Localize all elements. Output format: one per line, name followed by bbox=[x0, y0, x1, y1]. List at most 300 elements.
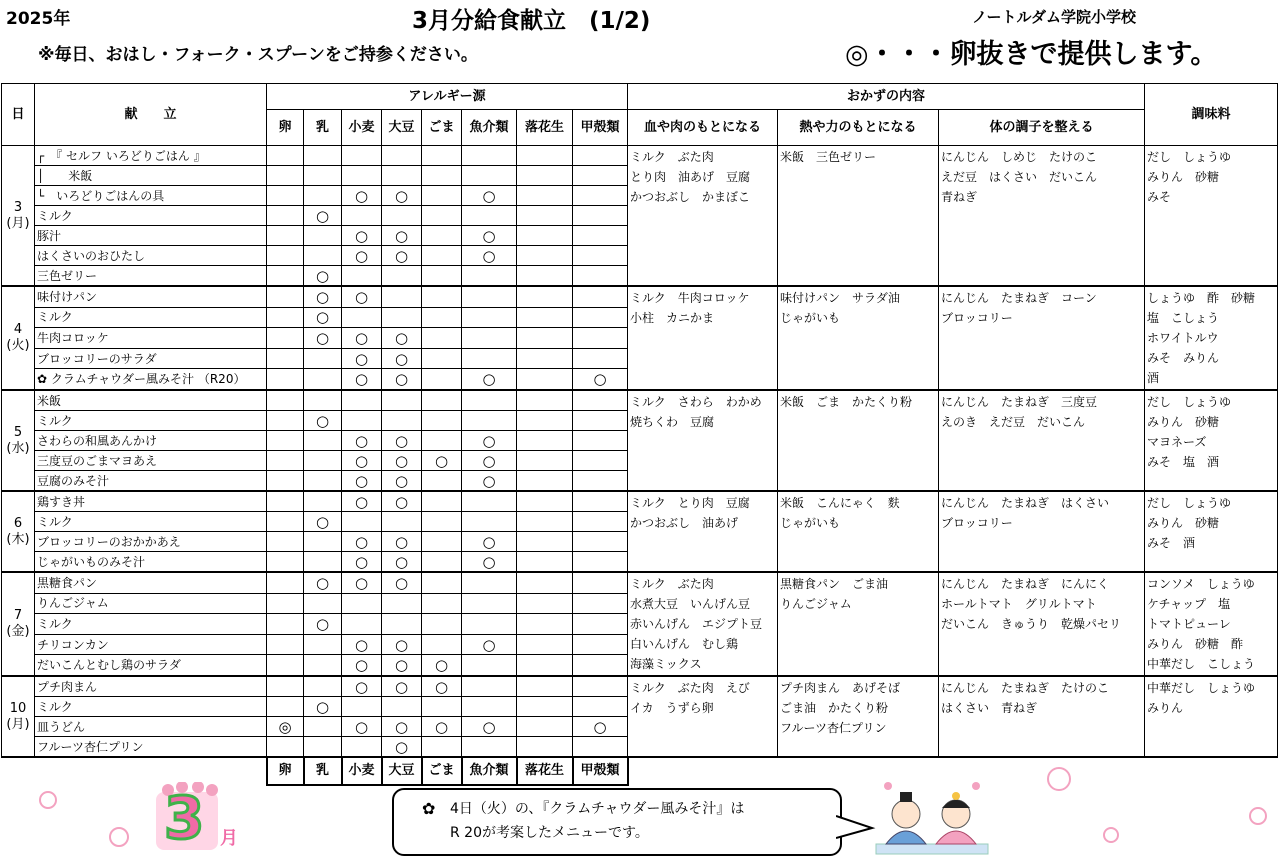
allergen-mark bbox=[573, 532, 628, 552]
content-line: えのき えだ豆 だいこん bbox=[941, 415, 1086, 429]
plum-flower-icon bbox=[38, 790, 58, 810]
content-energy-cell bbox=[778, 390, 939, 491]
allergen-mark bbox=[462, 286, 517, 307]
header-allergen: 乳 bbox=[304, 110, 342, 146]
dish-name: ┌ 『 セルフ いろどりごはん 』 bbox=[35, 146, 267, 166]
allergen-mark: ○ bbox=[342, 431, 382, 451]
allergen-mark bbox=[342, 593, 382, 614]
content-energy-cell bbox=[778, 676, 939, 757]
allergen-mark bbox=[573, 328, 628, 349]
allergen-mark bbox=[267, 572, 304, 593]
allergen-mark bbox=[267, 226, 304, 246]
footer-allergen: 魚介類 bbox=[462, 757, 517, 785]
allergen-mark bbox=[573, 348, 628, 369]
allergen-mark bbox=[382, 206, 422, 226]
content-line: 黒糖食パン ごま油 bbox=[780, 577, 889, 591]
content-line: 米飯 ごま かたくり粉 bbox=[780, 395, 913, 409]
allergen-mark: ○ bbox=[342, 226, 382, 246]
allergen-mark bbox=[462, 697, 517, 717]
allergen-mark: ○ bbox=[462, 717, 517, 737]
allergen-mark bbox=[517, 266, 573, 287]
allergen-mark bbox=[422, 348, 462, 369]
dish-name: ブロッコリーのサラダ bbox=[35, 348, 267, 369]
allergen-mark bbox=[422, 614, 462, 635]
footer-allergen: 卵 bbox=[267, 757, 304, 785]
allergen-mark bbox=[422, 431, 462, 451]
allergen-mark bbox=[462, 491, 517, 512]
allergen-mark bbox=[422, 166, 462, 186]
allergen-mark bbox=[573, 390, 628, 411]
seasoning-cell bbox=[1145, 676, 1278, 757]
dish-name: 皿うどん bbox=[35, 717, 267, 737]
allergen-mark bbox=[573, 634, 628, 655]
allergen-mark bbox=[267, 286, 304, 307]
content-line: じゃがいも bbox=[780, 516, 841, 530]
allergen-mark bbox=[422, 146, 462, 166]
content-energy-cell bbox=[778, 572, 939, 676]
allergen-mark bbox=[267, 532, 304, 552]
content-line: マヨネーズ bbox=[1147, 435, 1207, 449]
allergen-mark bbox=[517, 451, 573, 471]
dish-name: ✿ クラムチャウダー風みそ汁 （R20） bbox=[35, 369, 267, 390]
allergen-mark bbox=[267, 552, 304, 573]
allergen-mark bbox=[304, 593, 342, 614]
dish-name: 豚汁 bbox=[35, 226, 267, 246]
allergen-mark bbox=[462, 266, 517, 287]
seasoning-cell bbox=[1145, 390, 1278, 491]
content-line: みりん bbox=[1147, 701, 1184, 715]
allergen-mark bbox=[517, 552, 573, 573]
allergen-mark: ○ bbox=[382, 451, 422, 471]
allergen-mark: ○ bbox=[304, 307, 342, 328]
header-allergen: 小麦 bbox=[342, 110, 382, 146]
allergen-mark bbox=[517, 717, 573, 737]
content-energy-cell bbox=[778, 491, 939, 572]
dish-name: さわらの和風あんかけ bbox=[35, 431, 267, 451]
seasoning-cell bbox=[1145, 572, 1278, 676]
allergen-mark bbox=[267, 491, 304, 512]
header-allergy-group: アレルギー源 bbox=[267, 84, 628, 110]
allergen-mark: ○ bbox=[342, 186, 382, 206]
allergen-mark bbox=[517, 697, 573, 717]
allergen-mark bbox=[267, 471, 304, 492]
callout-line2: R 20が考案したメニューです。 bbox=[450, 825, 649, 841]
allergen-mark bbox=[422, 328, 462, 349]
content-line: 小柱 カニかま bbox=[630, 311, 715, 325]
content-line: じゃがいも bbox=[780, 311, 841, 325]
content-line: ミルク ぶた肉 bbox=[630, 577, 714, 591]
allergen-mark bbox=[573, 411, 628, 431]
allergen-mark bbox=[267, 186, 304, 206]
allergen-mark bbox=[422, 186, 462, 206]
header-allergen: 甲殻類 bbox=[573, 110, 628, 146]
allergen-mark bbox=[573, 206, 628, 226]
plum-flower-icon bbox=[1102, 826, 1120, 844]
allergen-mark bbox=[342, 411, 382, 431]
year-label: 2025年 bbox=[6, 9, 71, 29]
content-line: 焼ちくわ 豆腐 bbox=[630, 415, 715, 429]
allergen-mark bbox=[517, 369, 573, 390]
allergen-mark bbox=[304, 348, 342, 369]
allergen-mark bbox=[267, 328, 304, 349]
allergen-mark bbox=[422, 369, 462, 390]
badge-unit: 月 bbox=[220, 828, 238, 849]
allergen-mark: ○ bbox=[342, 491, 382, 512]
allergen-mark bbox=[267, 369, 304, 390]
allergen-mark: ○ bbox=[422, 451, 462, 471]
content-line: 味付けパン サラダ油 bbox=[780, 291, 900, 305]
allergen-mark bbox=[462, 206, 517, 226]
content-line: イカ うずら卵 bbox=[630, 701, 714, 715]
allergen-mark bbox=[382, 307, 422, 328]
allergen-mark bbox=[342, 146, 382, 166]
allergen-mark: ○ bbox=[342, 246, 382, 266]
allergen-mark bbox=[422, 266, 462, 287]
footer-allergen: 落花生 bbox=[517, 757, 573, 785]
allergen-mark bbox=[342, 206, 382, 226]
content-line: フルーツ杏仁プリン bbox=[780, 721, 887, 735]
allergen-mark bbox=[382, 593, 422, 614]
header-content-group: おかずの内容 bbox=[628, 84, 1145, 110]
allergen-mark bbox=[573, 266, 628, 287]
content-line: だし しょうゆ bbox=[1147, 395, 1232, 409]
allergen-mark bbox=[517, 737, 573, 758]
allergen-mark bbox=[517, 390, 573, 411]
header-day: 日 bbox=[2, 84, 35, 146]
allergen-mark: ○ bbox=[382, 532, 422, 552]
content-line: ミルク とり肉 豆腐 bbox=[630, 496, 750, 510]
allergen-mark bbox=[267, 266, 304, 287]
content-line: 青ねぎ bbox=[941, 190, 978, 204]
allergen-mark: ○ bbox=[342, 572, 382, 593]
day-cell: 6 (木) bbox=[2, 491, 35, 572]
content-line: にんじん たまねぎ はくさい bbox=[941, 496, 1110, 510]
header-allergen: 大豆 bbox=[382, 110, 422, 146]
day-cell: 4 (火) bbox=[2, 286, 35, 390]
content-body-cell bbox=[939, 146, 1145, 287]
allergen-mark: ◎ bbox=[267, 717, 304, 737]
header-allergen: 魚介類 bbox=[462, 110, 517, 146]
day-cell: 7 (金) bbox=[2, 572, 35, 676]
allergen-mark bbox=[573, 186, 628, 206]
content-line: だし しょうゆ bbox=[1147, 150, 1232, 164]
allergen-mark bbox=[422, 286, 462, 307]
allergen-mark: ○ bbox=[304, 411, 342, 431]
allergen-mark bbox=[462, 146, 517, 166]
content-line: トマトピューレ bbox=[1147, 617, 1231, 631]
content-line: ごま油 かたくり粉 bbox=[780, 701, 889, 715]
allergen-mark bbox=[382, 614, 422, 635]
allergen-mark: ○ bbox=[382, 552, 422, 573]
allergen-mark bbox=[267, 697, 304, 717]
allergen-mark: ○ bbox=[382, 634, 422, 655]
header-content-body: 体の調子を整える bbox=[939, 110, 1145, 146]
allergen-mark bbox=[462, 512, 517, 532]
table-row bbox=[2, 390, 1278, 411]
dish-name: ミルク bbox=[35, 307, 267, 328]
content-line: しょうゆ 酢 砂糖 bbox=[1147, 291, 1256, 305]
allergen-mark bbox=[573, 451, 628, 471]
allergen-mark: ○ bbox=[304, 572, 342, 593]
allergen-mark: ○ bbox=[462, 369, 517, 390]
allergen-mark bbox=[573, 286, 628, 307]
seasoning-cell bbox=[1145, 491, 1278, 572]
content-body-cell bbox=[939, 491, 1145, 572]
dish-name: はくさいのおひたし bbox=[35, 246, 267, 266]
allergen-mark bbox=[382, 146, 422, 166]
allergen-mark bbox=[573, 471, 628, 492]
allergen-mark bbox=[304, 146, 342, 166]
allergen-mark bbox=[267, 634, 304, 655]
allergen-mark bbox=[304, 166, 342, 186]
allergen-mark bbox=[462, 390, 517, 411]
allergen-mark bbox=[422, 246, 462, 266]
allergen-mark bbox=[517, 676, 573, 697]
allergen-mark bbox=[267, 411, 304, 431]
allergen-mark: ○ bbox=[342, 676, 382, 697]
allergen-mark bbox=[304, 471, 342, 492]
allergen-mark bbox=[462, 737, 517, 758]
allergen-mark bbox=[422, 206, 462, 226]
header-menu: 献 立 bbox=[35, 84, 267, 146]
allergen-mark bbox=[517, 328, 573, 349]
content-line: にんじん たまねぎ コーン bbox=[941, 291, 1097, 305]
allergen-mark bbox=[517, 206, 573, 226]
content-line: ミルク ぶた肉 bbox=[630, 150, 714, 164]
allergen-mark bbox=[462, 307, 517, 328]
dish-name: ミルク bbox=[35, 512, 267, 532]
allergen-mark bbox=[267, 451, 304, 471]
allergen-mark: ○ bbox=[462, 552, 517, 573]
allergen-mark: ○ bbox=[573, 369, 628, 390]
callout-line1: 4日（火）の、『クラムチャウダー風みそ汁』は bbox=[450, 801, 745, 817]
table-row bbox=[2, 491, 1278, 512]
allergen-mark bbox=[573, 737, 628, 758]
dish-name: 牛肉コロッケ bbox=[35, 328, 267, 349]
allergen-mark: ○ bbox=[422, 676, 462, 697]
allergen-mark: ○ bbox=[342, 286, 382, 307]
allergen-mark bbox=[267, 166, 304, 186]
day-cell: 3 (月) bbox=[2, 146, 35, 287]
allergen-mark bbox=[304, 369, 342, 390]
allergen-mark bbox=[573, 593, 628, 614]
allergen-mark bbox=[342, 697, 382, 717]
content-energy-cell bbox=[778, 146, 939, 287]
allergen-mark bbox=[267, 676, 304, 697]
allergen-mark bbox=[304, 431, 342, 451]
dish-name: └ いろどりごはんの具 bbox=[35, 186, 267, 206]
header-content-energy: 熱や力のもとになる bbox=[778, 110, 939, 146]
allergen-mark: ○ bbox=[382, 676, 422, 697]
allergen-mark bbox=[342, 390, 382, 411]
allergen-mark: ○ bbox=[382, 328, 422, 349]
content-blood-cell bbox=[628, 676, 778, 757]
allergen-mark: ○ bbox=[304, 614, 342, 635]
allergen-mark bbox=[267, 593, 304, 614]
allergen-mark: ○ bbox=[382, 655, 422, 676]
footer-allergen: 大豆 bbox=[382, 757, 422, 785]
allergen-mark bbox=[304, 246, 342, 266]
content-body-cell bbox=[939, 390, 1145, 491]
allergen-mark: ○ bbox=[382, 226, 422, 246]
content-line: 赤いんげん エジプト豆 bbox=[630, 617, 763, 631]
allergen-mark bbox=[382, 390, 422, 411]
allergen-mark bbox=[422, 552, 462, 573]
callout-tail-icon bbox=[836, 812, 876, 842]
allergen-mark bbox=[267, 206, 304, 226]
school-name: ノートルダム学院小学校 bbox=[972, 8, 1136, 26]
allergen-mark bbox=[304, 451, 342, 471]
allergen-mark bbox=[342, 266, 382, 287]
allergen-mark bbox=[573, 226, 628, 246]
dish-name: ブロッコリーのおかかあえ bbox=[35, 532, 267, 552]
allergen-mark: ○ bbox=[573, 717, 628, 737]
content-line: みそ 塩 酒 bbox=[1147, 455, 1220, 469]
content-blood-cell bbox=[628, 146, 778, 287]
allergen-mark bbox=[342, 737, 382, 758]
allergen-mark bbox=[267, 737, 304, 758]
content-line: にんじん たまねぎ にんにく bbox=[941, 577, 1110, 591]
allergen-mark: ○ bbox=[342, 369, 382, 390]
content-line: みりん 砂糖 bbox=[1147, 170, 1220, 184]
content-line: 中華だし しょうゆ bbox=[1147, 681, 1256, 695]
allergen-mark bbox=[517, 634, 573, 655]
allergen-mark: ○ bbox=[304, 697, 342, 717]
allergen-mark: ○ bbox=[382, 471, 422, 492]
dish-name: 米飯 bbox=[35, 390, 267, 411]
allergen-mark bbox=[382, 266, 422, 287]
dish-name: ミルク bbox=[35, 614, 267, 635]
allergen-mark bbox=[267, 146, 304, 166]
header-allergen: 落花生 bbox=[517, 110, 573, 146]
header-allergen: ごま bbox=[422, 110, 462, 146]
allergen-mark bbox=[304, 491, 342, 512]
allergen-mark: ○ bbox=[382, 186, 422, 206]
allergen-mark bbox=[517, 532, 573, 552]
content-line: みそ bbox=[1147, 190, 1172, 204]
allergen-mark: ○ bbox=[382, 431, 422, 451]
content-line: ブロッコリー bbox=[941, 311, 1013, 325]
content-line: みそ 酒 bbox=[1147, 536, 1196, 550]
allergen-mark bbox=[267, 431, 304, 451]
utensil-note: ※毎日、おはし・フォーク・スプーンをご持参ください。 bbox=[38, 45, 478, 65]
allergen-mark bbox=[573, 491, 628, 512]
allergen-mark bbox=[304, 390, 342, 411]
allergen-mark bbox=[304, 552, 342, 573]
content-blood-cell bbox=[628, 286, 778, 390]
badge-number: 3 bbox=[164, 784, 205, 852]
allergen-mark bbox=[267, 655, 304, 676]
allergen-mark bbox=[267, 390, 304, 411]
page-title: 3月分給食献立 (1/2) bbox=[412, 8, 651, 34]
flower-icon: ✿ bbox=[422, 799, 436, 818]
content-line: はくさい 青ねぎ bbox=[941, 701, 1038, 715]
allergen-mark bbox=[304, 186, 342, 206]
allergen-mark: ○ bbox=[462, 431, 517, 451]
dish-name: 三色ゼリー bbox=[35, 266, 267, 287]
content-line: 米飯 こんにゃく 麩 bbox=[780, 496, 900, 510]
allergen-mark bbox=[267, 348, 304, 369]
allergen-mark bbox=[422, 512, 462, 532]
allergen-mark bbox=[462, 166, 517, 186]
allergen-mark: ○ bbox=[342, 552, 382, 573]
allergen-mark: ○ bbox=[382, 572, 422, 593]
allergen-mark bbox=[517, 471, 573, 492]
allergen-mark bbox=[573, 552, 628, 573]
allergen-mark bbox=[422, 307, 462, 328]
content-line: にんじん しめじ たけのこ bbox=[941, 150, 1098, 164]
header-seasoning: 調味料 bbox=[1145, 84, 1278, 146]
content-line: ホールトマト グリルトマト bbox=[941, 597, 1097, 611]
dish-name: りんごジャム bbox=[35, 593, 267, 614]
allergen-mark bbox=[422, 471, 462, 492]
content-line: ホワイトルウ bbox=[1147, 331, 1219, 345]
allergen-mark bbox=[382, 512, 422, 532]
allergen-mark bbox=[382, 411, 422, 431]
content-body-cell bbox=[939, 572, 1145, 676]
allergen-mark: ○ bbox=[462, 186, 517, 206]
allergen-mark: ○ bbox=[382, 737, 422, 758]
allergen-mark bbox=[462, 411, 517, 431]
allergen-mark bbox=[342, 614, 382, 635]
allergen-mark bbox=[517, 593, 573, 614]
content-line: 酒 bbox=[1147, 371, 1160, 385]
allergen-mark bbox=[517, 186, 573, 206]
allergen-mark bbox=[517, 411, 573, 431]
content-line: えだ豆 はくさい だいこん bbox=[941, 170, 1098, 184]
allergen-mark bbox=[517, 146, 573, 166]
content-line: にんじん たまねぎ たけのこ bbox=[941, 681, 1110, 695]
allergen-mark bbox=[304, 634, 342, 655]
header-content-blood: 血や肉のもとになる bbox=[628, 110, 778, 146]
allergen-mark bbox=[573, 166, 628, 186]
content-line: 塩 こしょう bbox=[1147, 311, 1220, 325]
content-line: みそ みりん bbox=[1147, 351, 1220, 365]
allergen-mark bbox=[267, 614, 304, 635]
table-row bbox=[2, 676, 1278, 697]
allergen-mark bbox=[422, 491, 462, 512]
allergen-mark bbox=[422, 532, 462, 552]
dish-name: 鶏すき丼 bbox=[35, 491, 267, 512]
allergen-mark bbox=[304, 737, 342, 758]
allergen-mark bbox=[422, 390, 462, 411]
seasoning-cell bbox=[1145, 146, 1278, 287]
allergen-mark bbox=[573, 676, 628, 697]
allergen-mark: ○ bbox=[422, 655, 462, 676]
content-line: コンソメ しょうゆ bbox=[1147, 577, 1255, 591]
allergen-mark bbox=[422, 572, 462, 593]
allergen-mark bbox=[382, 166, 422, 186]
allergen-mark: ○ bbox=[342, 328, 382, 349]
plum-flower-icon bbox=[1046, 766, 1072, 792]
dish-name: ミルク bbox=[35, 697, 267, 717]
footer-allergen: ごま bbox=[422, 757, 462, 785]
allergen-mark: ○ bbox=[422, 717, 462, 737]
allergen-mark: ○ bbox=[342, 451, 382, 471]
content-energy-cell bbox=[778, 286, 939, 390]
allergen-mark bbox=[517, 655, 573, 676]
allergen-mark bbox=[267, 246, 304, 266]
allergen-mark: ○ bbox=[462, 246, 517, 266]
content-body-cell bbox=[939, 286, 1145, 390]
allergen-mark bbox=[342, 512, 382, 532]
allergen-mark bbox=[462, 348, 517, 369]
day-cell: 10 (月) bbox=[2, 676, 35, 757]
dish-name: プチ肉まん bbox=[35, 676, 267, 697]
allergen-mark: ○ bbox=[342, 655, 382, 676]
allergen-mark: ○ bbox=[342, 532, 382, 552]
allergen-mark: ○ bbox=[342, 717, 382, 737]
